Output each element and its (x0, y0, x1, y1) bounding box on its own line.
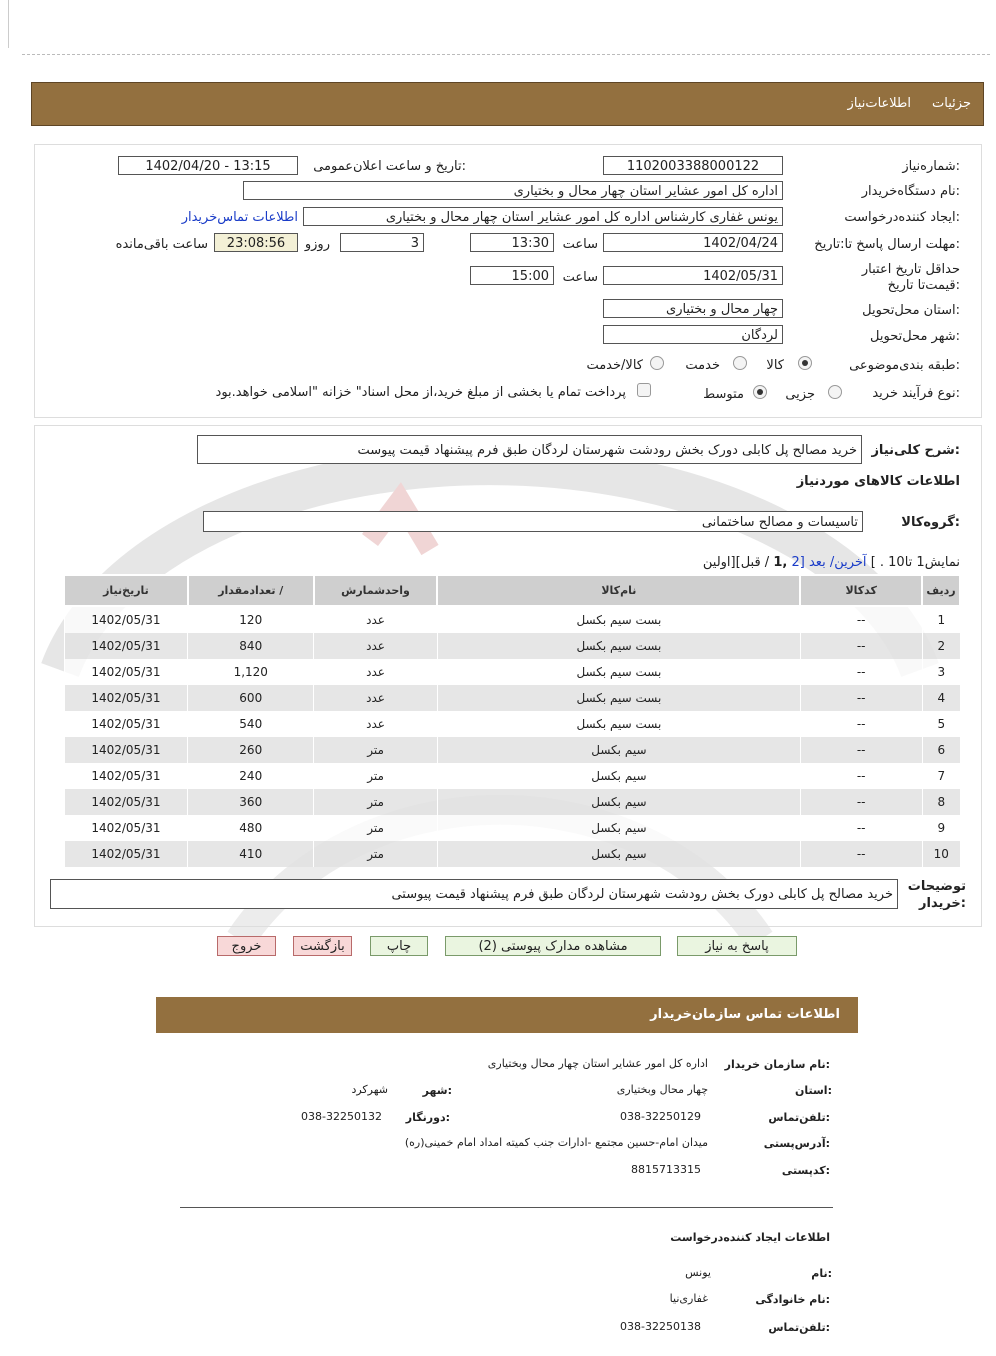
creator-family: غفاری‌نیا (669, 1292, 708, 1305)
cell-name: بست سیم بکسل (437, 633, 800, 659)
cell-code: -- (800, 737, 922, 763)
breadcrumb-page[interactable]: اطلاعات‌نیاز (847, 96, 911, 111)
category-label: طبقه بندی‌موضوعی: (849, 358, 960, 373)
back-button[interactable]: بازگشت (293, 936, 352, 956)
summary-label: شرح کلی‌نیاز: (871, 443, 960, 458)
contact-phone: 038-32250129 (620, 1110, 701, 1123)
cell-name: بست سیم بکسل (437, 711, 800, 737)
category-both-radio[interactable] (650, 356, 664, 370)
cell-qty: 410 (188, 841, 314, 867)
purchase-minor-label: جزیی (785, 387, 815, 402)
table-row (64, 659, 960, 685)
deadline-time-field: 13:30 (470, 233, 554, 252)
validity-date-field: 1402/05/31 (603, 266, 783, 285)
category-both-label: کالا/خدمت (586, 358, 643, 373)
buyer-notes-label: توضیحات خریدار: (907, 879, 966, 911)
cell-row: 7 (922, 763, 960, 789)
pager-rest[interactable]: / قبل][اولین (702, 555, 770, 570)
cell-qty: 840 (188, 633, 314, 659)
contact-fax-label: دورنگار: (405, 1111, 450, 1124)
exit-button[interactable]: خروج (217, 936, 276, 956)
summary-field: خرید مصالح پل کابلی دورک بخش رودشت شهرستان لردگان طبق فرم پیشنهاد قیمت پیوست (197, 435, 862, 464)
contact-address: میدان امام-حسین مجتمع -ادارات جنب کمیته امداد امام خمینی(ره) (404, 1136, 708, 1149)
items-table (63, 574, 961, 867)
contact-address-label: آدرس‌پستی: (763, 1137, 830, 1150)
cell-unit: عدد (314, 711, 438, 737)
cell-qty: 480 (188, 815, 314, 841)
creator-family-label: نام خانوادگی: (755, 1293, 830, 1306)
creator-phone-label: تلفن‌تماس: (768, 1321, 830, 1334)
table-row (64, 606, 960, 633)
table-row (64, 711, 960, 737)
purchase-medium-radio[interactable] (753, 385, 767, 399)
deadline-date-field: 1402/04/24 (603, 233, 783, 252)
purchase-type-label: نوع فرآیند: (902, 386, 960, 401)
cell-qty: 600 (188, 685, 314, 711)
province-label: استان محل‌تحویل: (862, 303, 960, 318)
table-row (64, 685, 960, 711)
attachments-button[interactable]: مشاهده مدارک پیوستی (2) (445, 936, 661, 956)
cell-code: -- (800, 633, 922, 659)
contact-org-label: نام سازمان‌ خریدار: (724, 1058, 830, 1071)
buyer-org-field: اداره کل امور عشایر استان چهار محال و بختیاری (243, 181, 783, 200)
goods-info-title: اطلاعات کالاهای موردنیاز (796, 474, 960, 489)
purchase-type-prefix: خرید (872, 386, 898, 401)
contact-postal: 8815713315 (631, 1163, 701, 1176)
contact-header-bar (156, 997, 858, 1033)
cell-qty: 1,120 (188, 659, 314, 685)
table-row (64, 841, 960, 867)
col-qty-header: / تعدادمقدار (188, 575, 314, 606)
cell-date: 1402/05/31 (64, 711, 188, 737)
cell-date: 1402/05/31 (64, 841, 188, 867)
cell-row: 8 (922, 789, 960, 815)
cell-code: -- (800, 841, 922, 867)
cell-unit: عدد (314, 659, 438, 685)
requester-field: یونس غفاری کارشناس اداره کل امور عشایر استان چهار محال و بختیاری (303, 207, 783, 226)
cell-row: 10 (922, 841, 960, 867)
col-name-header: نام‌کالا (437, 575, 800, 606)
pager-last-link[interactable]: آخرین/ (829, 555, 867, 570)
cell-qty: 120 (188, 606, 314, 633)
validity-label: حداقل تاریخ اعتبار قیمت‌تا تاریخ: (861, 262, 960, 293)
col-code-header: کدکالا (800, 575, 922, 606)
cell-code: -- (800, 606, 922, 633)
cell-qty: 360 (188, 789, 314, 815)
table-row (64, 737, 960, 763)
pager-prefix: نمایش1 تا10 . ] (870, 555, 960, 570)
requester-label: ایجاد کننده‌درخواست: (844, 210, 960, 225)
reply-button[interactable]: پاسخ به نیاز (677, 936, 797, 956)
cell-qty: 240 (188, 763, 314, 789)
deadline-label: مهلت ارسال پاسخ تا:تاریخ: (814, 237, 960, 252)
print-button[interactable]: چاپ (370, 936, 428, 956)
cell-date: 1402/05/31 (64, 763, 188, 789)
province-field: چهار محال و بختیاری (603, 299, 783, 318)
purchase-medium-label: متوسط (703, 387, 744, 402)
announce-field: 1402/04/20 - 13:15 (118, 156, 298, 175)
cell-date: 1402/05/31 (64, 737, 188, 763)
cell-unit: عدد (314, 685, 438, 711)
pager-next-link[interactable]: بعد (808, 555, 826, 570)
cell-date: 1402/05/31 (64, 685, 188, 711)
contact-phone-label: تلفن‌تماس: (768, 1111, 830, 1124)
city-label: شهر محل‌تحویل: (870, 329, 960, 344)
cell-date: 1402/05/31 (64, 789, 188, 815)
contact-city: شهرکرد (351, 1083, 388, 1096)
cell-name: سیم بکسل (437, 841, 800, 867)
pager-page-1: ,1 (773, 555, 788, 570)
category-goods-radio[interactable] (798, 356, 812, 370)
cell-row: 4 (922, 685, 960, 711)
cell-unit: عدد (314, 606, 438, 633)
need-number-field: 1102003388000122 (603, 156, 783, 175)
cell-unit: متر (314, 789, 438, 815)
cell-unit: عدد (314, 633, 438, 659)
table-row (64, 633, 960, 659)
cell-name: سیم بکسل (437, 815, 800, 841)
cell-qty: 260 (188, 737, 314, 763)
announce-label: تاریخ و ساعت اعلان‌عمومی: (313, 159, 466, 174)
contact-province-label: استان: (794, 1084, 832, 1097)
validity-time-field: 15:00 (470, 266, 554, 285)
cell-date: 1402/05/31 (64, 606, 188, 633)
cell-code: -- (800, 685, 922, 711)
pager (703, 555, 960, 570)
cell-code: -- (800, 815, 922, 841)
contact-org: اداره کل امور عشایر استان چهار محال وبختیاری (487, 1057, 708, 1070)
creator-phone: 038-32250138 (620, 1320, 701, 1333)
cell-qty: 540 (188, 711, 314, 737)
city-field: لردگان (603, 325, 783, 344)
cell-row: 2 (922, 633, 960, 659)
cell-name: بست سیم بکسل (437, 659, 800, 685)
breadcrumb-root[interactable]: جزئیات (932, 96, 971, 111)
contact-title: اطلاعات تماس سازمان‌خریدار (650, 1007, 840, 1022)
cell-row: 6 (922, 737, 960, 763)
category-service-label: خدمت (685, 358, 720, 373)
buyer-org-label: نام دستگاه‌خریدار: (861, 184, 960, 199)
page-header-bar (31, 82, 984, 126)
col-row-header: ردیف (922, 575, 960, 606)
cell-code: -- (800, 789, 922, 815)
contact-city-label: شهر: (422, 1084, 452, 1097)
need-number-label: شماره‌نیاز: (902, 159, 960, 174)
col-date-header: تاریخ‌نیاز (64, 575, 188, 606)
cell-name: سیم بکسل (437, 737, 800, 763)
table-header-row (64, 575, 960, 606)
cell-date: 1402/05/31 (64, 815, 188, 841)
treasury-payment-note: پرداخت تمام یا بخشی از مبلغ خرید،از محل اسناد" خزانه "اسلامی خواهد.بود (215, 385, 626, 400)
contact-divider (180, 1207, 833, 1208)
cell-date: 1402/05/31 (64, 659, 188, 685)
buyer-contact-link[interactable]: اطلاعات تماس‌خریدار (181, 210, 298, 225)
table-row (64, 789, 960, 815)
buyer-notes-field: خرید مصالح پل کابلی دورک بخش رودشت شهرستان لردگان طبق فرم پیشنهاد قیمت پیوستی (50, 879, 898, 909)
cell-unit: متر (314, 841, 438, 867)
group-label: گروه‌کالا: (901, 515, 960, 530)
cell-unit: متر (314, 737, 438, 763)
cell-code: -- (800, 659, 922, 685)
cell-row: 5 (922, 711, 960, 737)
validity-time-label: ساعت (562, 270, 598, 285)
days-label: روزو (304, 237, 330, 252)
purchase-minor-radio[interactable] (828, 385, 842, 399)
creator-name-label: نام: (811, 1267, 832, 1280)
contact-fax: 038-32250132 (301, 1110, 382, 1123)
remaining-time-label: ساعت باقی‌مانده (115, 237, 208, 252)
cell-date: 1402/05/31 (64, 633, 188, 659)
cell-name: بست سیم بکسل (437, 685, 800, 711)
category-goods-label: کالا (766, 358, 784, 373)
pager-page-2-link[interactable]: [2 (791, 555, 805, 570)
table-row (64, 815, 960, 841)
treasury-payment-checkbox[interactable] (637, 383, 651, 397)
remaining-time-field: 23:08:56 (214, 233, 298, 252)
frame-edge-line (8, 0, 9, 48)
category-service-radio[interactable] (733, 356, 747, 370)
cell-name: بست سیم بکسل (437, 606, 800, 633)
creator-title: اطلاعات ایجاد کننده‌درخواست (670, 1231, 830, 1244)
cell-unit: متر (314, 763, 438, 789)
col-unit-header: واحدشمارش (314, 575, 438, 606)
deadline-time-label: ساعت (562, 237, 598, 252)
cell-name: سیم بکسل (437, 763, 800, 789)
group-field: تاسیسات و مصالح ساختمانی (203, 511, 863, 532)
cell-unit: متر (314, 815, 438, 841)
days-field: 3 (340, 233, 424, 252)
cell-row: 9 (922, 815, 960, 841)
cell-row: 3 (922, 659, 960, 685)
table-row (64, 763, 960, 789)
dashed-separator (22, 54, 990, 55)
creator-name: یونس (685, 1266, 711, 1279)
cell-row: 1 (922, 606, 960, 633)
cell-name: سیم بکسل (437, 789, 800, 815)
cell-code: -- (800, 763, 922, 789)
contact-province: چهار محال وبختیاری (616, 1083, 708, 1096)
cell-code: -- (800, 711, 922, 737)
contact-postal-label: کدپستی: (781, 1164, 830, 1177)
